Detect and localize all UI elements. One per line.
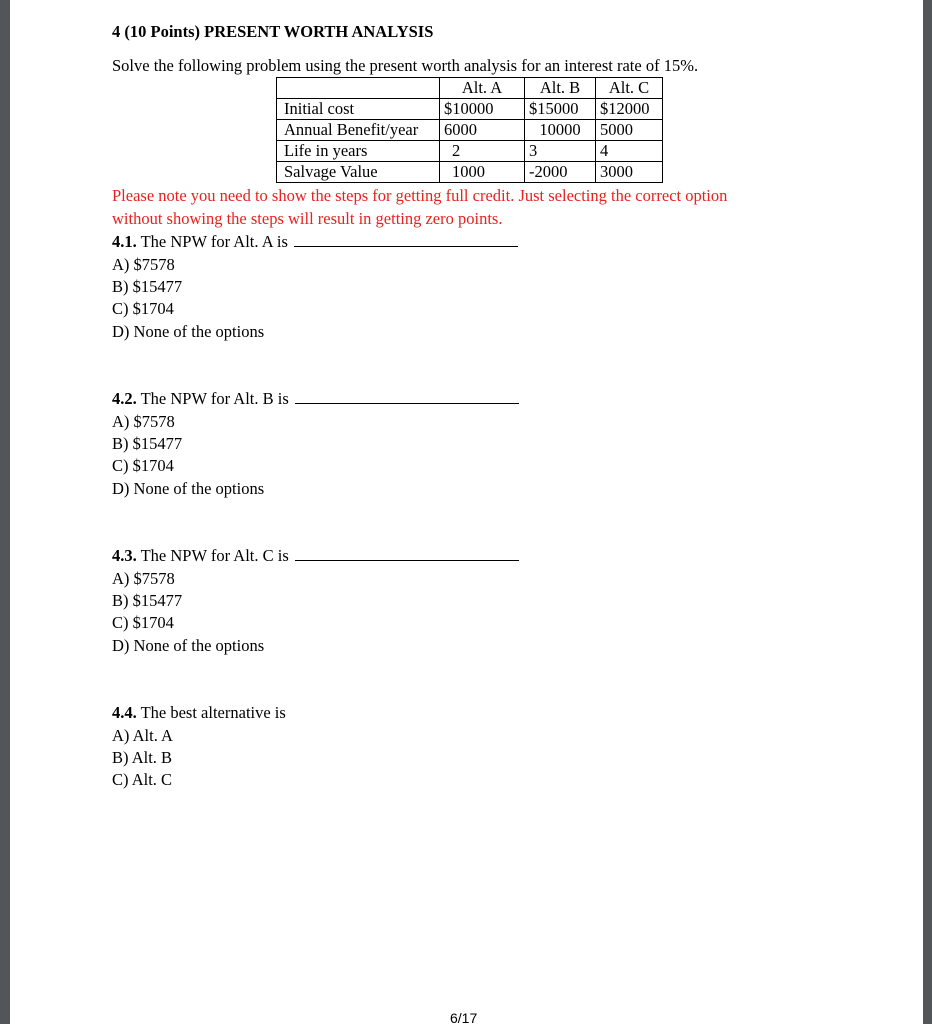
- option-b: B) $15477: [112, 277, 183, 296]
- question-4-2: [112, 389, 519, 409]
- table-header-row: [277, 78, 663, 99]
- table-cell: $12000: [596, 99, 663, 120]
- question-4-3: [112, 546, 519, 566]
- table-header-cell: Alt. A: [440, 78, 525, 99]
- table-cell: 5000: [596, 120, 663, 141]
- table-cell: -2000: [525, 162, 596, 183]
- credit-note-line2: without showing the steps will result in getting zero points.: [112, 209, 503, 228]
- row-label: Annual Benefit/year: [277, 120, 440, 141]
- question-text: The best alternative is: [136, 703, 286, 722]
- problem-intro: Solve the following problem using the present worth analysis for an interest rate of 15%.: [112, 56, 699, 75]
- question-text: The NPW for Alt. B is: [136, 389, 289, 408]
- credit-note-line1: Please note you need to show the steps for getting full credit. Just selecting the correct option: [112, 186, 728, 205]
- problem-title: 4 (10 Points) PRESENT WORTH ANALYSIS: [112, 22, 434, 41]
- table-cell: 1000: [440, 162, 525, 183]
- option-c: C) Alt. C: [112, 770, 173, 789]
- alternatives-table: [276, 77, 663, 183]
- question-text: The NPW for Alt. A is: [136, 232, 288, 251]
- question-number: 4.2.: [112, 389, 137, 408]
- question-number: 4.1.: [112, 232, 137, 251]
- option-c: C) $1704: [112, 456, 174, 475]
- option-c: C) $1704: [112, 613, 174, 632]
- table-header-cell: Alt. B: [525, 78, 596, 99]
- table-row: [277, 141, 663, 162]
- question-number: 4.3.: [112, 546, 137, 565]
- table-row: [277, 99, 663, 120]
- table-cell: $15000: [525, 99, 596, 120]
- question-number: 4.4.: [112, 703, 137, 722]
- page-number: 6/17: [450, 1010, 478, 1024]
- answer-blank: [294, 232, 518, 247]
- row-label: Initial cost: [277, 99, 440, 120]
- table-header-cell: [277, 78, 440, 99]
- option-a: A) $7578: [112, 569, 175, 588]
- table-cell: $10000: [440, 99, 525, 120]
- row-label: Salvage Value: [277, 162, 440, 183]
- option-b: B) $15477: [112, 591, 183, 610]
- table-cell: 3: [525, 141, 596, 162]
- answer-blank: [295, 389, 519, 404]
- table-row: [277, 120, 663, 141]
- question-text: The NPW for Alt. C is: [136, 546, 289, 565]
- option-c: C) $1704: [112, 299, 174, 318]
- table-cell: 4: [596, 141, 663, 162]
- table-cell: 10000: [525, 120, 596, 141]
- option-a: A) Alt. A: [112, 726, 173, 745]
- option-d: D) None of the options: [112, 322, 265, 341]
- table-cell: 2: [440, 141, 525, 162]
- option-b: B) Alt. B: [112, 748, 173, 767]
- table-cell: 6000: [440, 120, 525, 141]
- option-d: D) None of the options: [112, 479, 265, 498]
- question-4-1: [112, 232, 518, 252]
- option-d: D) None of the options: [112, 636, 265, 655]
- answer-blank: [295, 546, 519, 561]
- option-a: A) $7578: [112, 412, 175, 431]
- table-cell: 3000: [596, 162, 663, 183]
- option-a: A) $7578: [112, 255, 175, 274]
- table-header-cell: Alt. C: [596, 78, 663, 99]
- row-label: Life in years: [277, 141, 440, 162]
- question-4-4: [112, 703, 286, 723]
- document-page: [10, 0, 923, 1024]
- table-row: [277, 162, 663, 183]
- option-b: B) $15477: [112, 434, 183, 453]
